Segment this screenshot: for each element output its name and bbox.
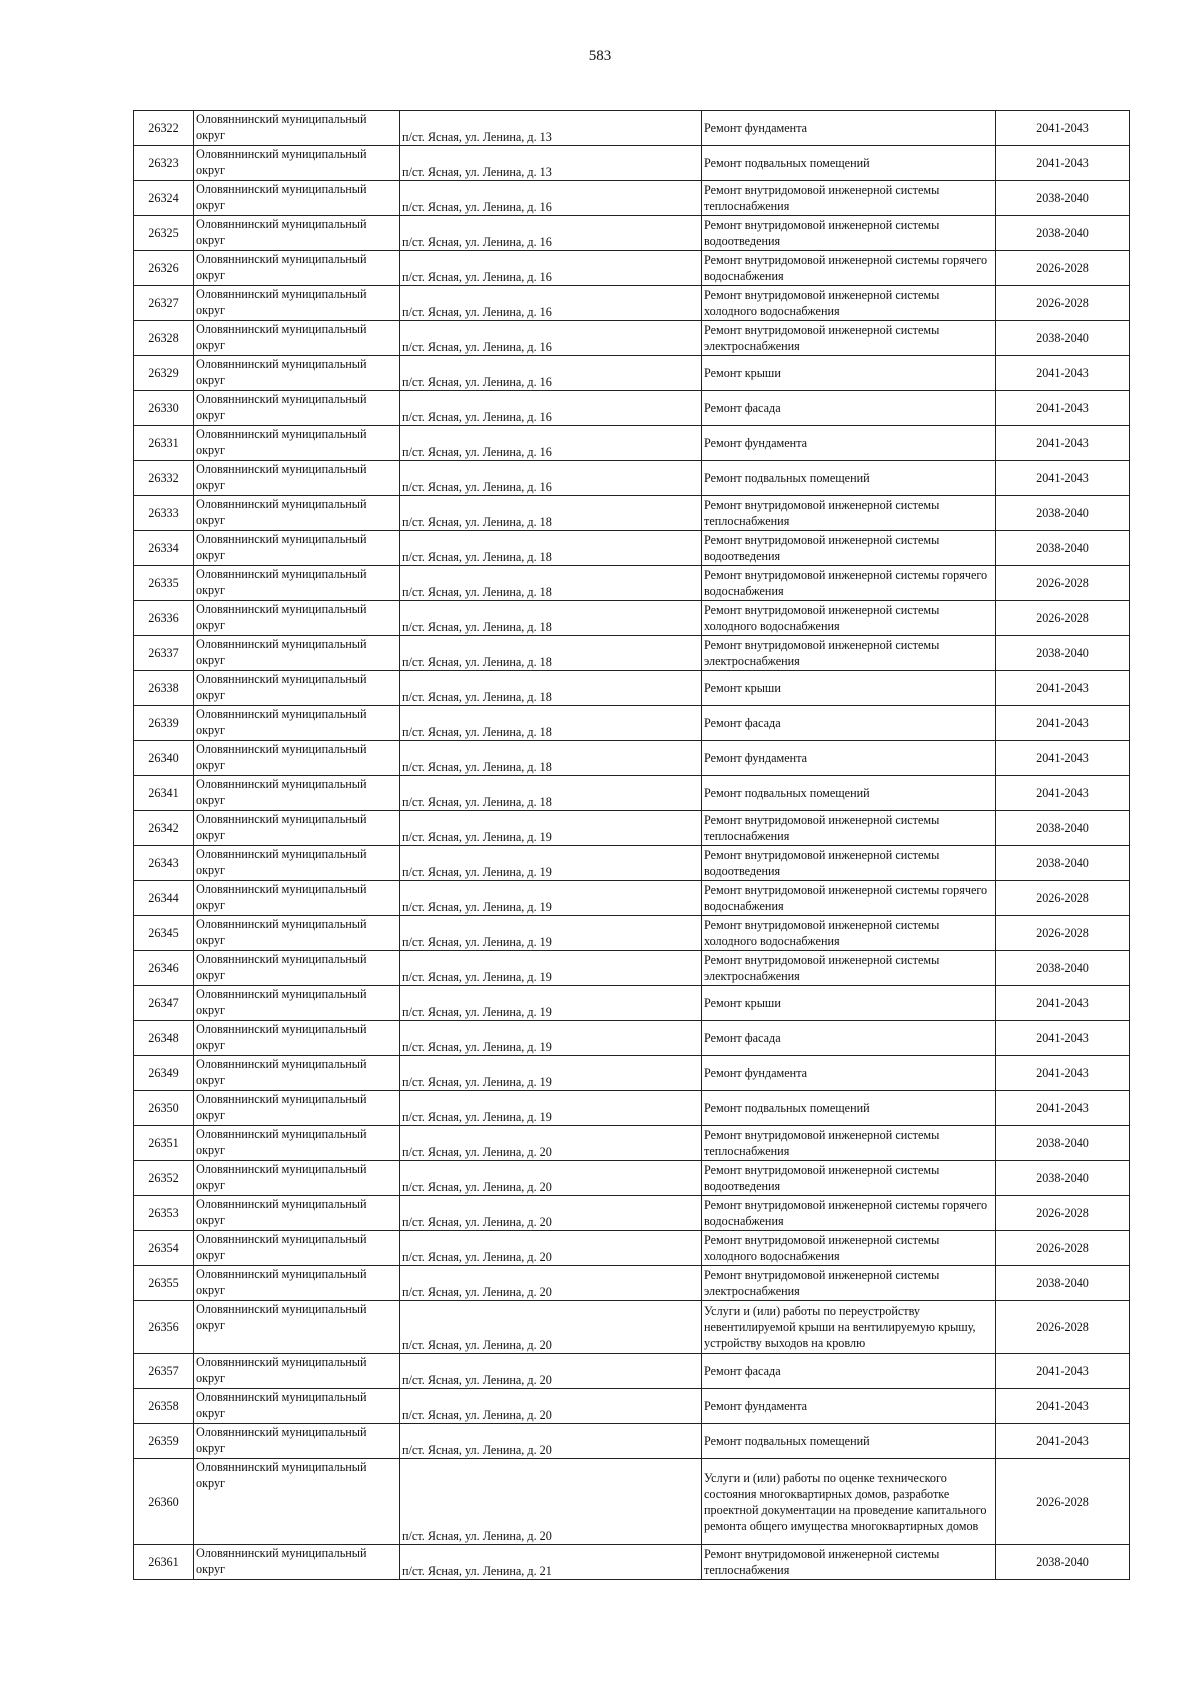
period-cell: 2038-2040 — [996, 1126, 1130, 1161]
row-number: 26332 — [134, 461, 194, 496]
address-cell: п/ст. Ясная, ул. Ленина, д. 19 — [400, 881, 702, 916]
table-row — [134, 671, 1130, 706]
municipality-cell: Оловяннинский муниципальный округ — [194, 426, 400, 461]
municipality-cell: Оловяннинский муниципальный округ — [194, 1126, 400, 1161]
work-type-cell: Ремонт фундамента — [702, 741, 996, 776]
address-cell: п/ст. Ясная, ул. Ленина, д. 19 — [400, 811, 702, 846]
row-number: 26357 — [134, 1354, 194, 1389]
address-cell: п/ст. Ясная, ул. Ленина, д. 20 — [400, 1161, 702, 1196]
work-type-cell: Ремонт подвальных помещений — [702, 146, 996, 181]
table-row — [134, 216, 1130, 251]
municipality-cell: Оловяннинский муниципальный округ — [194, 1231, 400, 1266]
address-cell: п/ст. Ясная, ул. Ленина, д. 16 — [400, 461, 702, 496]
row-number: 26325 — [134, 216, 194, 251]
table-row — [134, 1196, 1130, 1231]
work-type-cell: Ремонт внутридомовой инженерной системы теплоснабжения — [702, 181, 996, 216]
table-row — [134, 146, 1130, 181]
address-cell: п/ст. Ясная, ул. Ленина, д. 16 — [400, 426, 702, 461]
period-cell: 2026-2028 — [996, 1459, 1130, 1545]
municipality-cell: Оловяннинский муниципальный округ — [194, 251, 400, 286]
address-cell: п/ст. Ясная, ул. Ленина, д. 18 — [400, 636, 702, 671]
municipality-cell: Оловяннинский муниципальный округ — [194, 1354, 400, 1389]
work-type-cell: Ремонт внутридомовой инженерной системы водоотведения — [702, 216, 996, 251]
row-number: 26335 — [134, 566, 194, 601]
row-number: 26344 — [134, 881, 194, 916]
municipality-cell: Оловяннинский муниципальный округ — [194, 1424, 400, 1459]
table-row — [134, 1459, 1130, 1545]
period-cell: 2041-2043 — [996, 426, 1130, 461]
row-number: 26324 — [134, 181, 194, 216]
period-cell: 2041-2043 — [996, 1389, 1130, 1424]
table-row — [134, 1231, 1130, 1266]
work-type-cell: Ремонт крыши — [702, 986, 996, 1021]
table-row — [134, 636, 1130, 671]
municipality-cell: Оловяннинский муниципальный округ — [194, 1389, 400, 1424]
period-cell: 2041-2043 — [996, 461, 1130, 496]
work-type-cell: Ремонт внутридомовой инженерной системы теплоснабжения — [702, 811, 996, 846]
work-type-cell: Ремонт внутридомовой инженерной системы водоотведения — [702, 846, 996, 881]
period-cell: 2026-2028 — [996, 916, 1130, 951]
table-row — [134, 1301, 1130, 1354]
municipality-cell: Оловяннинский муниципальный округ — [194, 1196, 400, 1231]
row-number: 26350 — [134, 1091, 194, 1126]
work-type-cell: Ремонт подвальных помещений — [702, 1091, 996, 1126]
work-type-cell: Ремонт внутридомовой инженерной системы холодного водоснабжения — [702, 601, 996, 636]
period-cell: 2041-2043 — [996, 671, 1130, 706]
address-cell: п/ст. Ясная, ул. Ленина, д. 20 — [400, 1459, 702, 1545]
work-type-cell: Услуги и (или) работы по оценке технического состояния многоквартирных домов, разработке проектной документации на проведение капитального ремонта общего имущества многоквартирных домов — [702, 1459, 996, 1545]
address-cell: п/ст. Ясная, ул. Ленина, д. 18 — [400, 741, 702, 776]
municipality-cell: Оловяннинский муниципальный округ — [194, 1459, 400, 1545]
period-cell: 2026-2028 — [996, 1231, 1130, 1266]
address-cell: п/ст. Ясная, ул. Ленина, д. 20 — [400, 1196, 702, 1231]
table-row — [134, 531, 1130, 566]
address-cell: п/ст. Ясная, ул. Ленина, д. 13 — [400, 146, 702, 181]
address-cell: п/ст. Ясная, ул. Ленина, д. 18 — [400, 531, 702, 566]
municipality-cell: Оловяннинский муниципальный округ — [194, 1021, 400, 1056]
table-row — [134, 1161, 1130, 1196]
address-cell: п/ст. Ясная, ул. Ленина, д. 13 — [400, 111, 702, 146]
period-cell: 2041-2043 — [996, 356, 1130, 391]
table-row — [134, 1389, 1130, 1424]
work-type-cell: Ремонт подвальных помещений — [702, 461, 996, 496]
address-cell: п/ст. Ясная, ул. Ленина, д. 18 — [400, 566, 702, 601]
address-cell: п/ст. Ясная, ул. Ленина, д. 20 — [400, 1126, 702, 1161]
table-row — [134, 1424, 1130, 1459]
address-cell: п/ст. Ясная, ул. Ленина, д. 16 — [400, 391, 702, 426]
table-body — [134, 111, 1130, 1580]
period-cell: 2038-2040 — [996, 636, 1130, 671]
row-number: 26327 — [134, 286, 194, 321]
work-type-cell: Ремонт внутридомовой инженерной системы горячего водоснабжения — [702, 1196, 996, 1231]
work-type-cell: Ремонт фундамента — [702, 426, 996, 461]
work-type-cell: Ремонт крыши — [702, 356, 996, 391]
address-cell: п/ст. Ясная, ул. Ленина, д. 19 — [400, 1056, 702, 1091]
table-row — [134, 356, 1130, 391]
address-cell: п/ст. Ясная, ул. Ленина, д. 16 — [400, 251, 702, 286]
table-row — [134, 916, 1130, 951]
work-type-cell: Ремонт внутридомовой инженерной системы электроснабжения — [702, 636, 996, 671]
table-row — [134, 461, 1130, 496]
table-row — [134, 741, 1130, 776]
period-cell: 2041-2043 — [996, 391, 1130, 426]
table-row — [134, 706, 1130, 741]
work-type-cell: Услуги и (или) работы по переустройству невентилируемой крыши на вентилируемую крышу, устройству выходов на кровлю — [702, 1301, 996, 1354]
period-cell: 2038-2040 — [996, 846, 1130, 881]
address-cell: п/ст. Ясная, ул. Ленина, д. 21 — [400, 1545, 702, 1580]
work-type-cell: Ремонт фундамента — [702, 111, 996, 146]
work-type-cell: Ремонт фасада — [702, 706, 996, 741]
address-cell: п/ст. Ясная, ул. Ленина, д. 16 — [400, 216, 702, 251]
municipality-cell: Оловяннинский муниципальный округ — [194, 741, 400, 776]
period-cell: 2038-2040 — [996, 181, 1130, 216]
period-cell: 2041-2043 — [996, 1354, 1130, 1389]
row-number: 26355 — [134, 1266, 194, 1301]
period-cell: 2041-2043 — [996, 741, 1130, 776]
municipality-cell: Оловяннинский муниципальный округ — [194, 706, 400, 741]
table-row — [134, 251, 1130, 286]
table-row — [134, 811, 1130, 846]
work-type-cell: Ремонт внутридомовой инженерной системы водоотведения — [702, 1161, 996, 1196]
work-type-cell: Ремонт внутридомовой инженерной системы горячего водоснабжения — [702, 881, 996, 916]
row-number: 26347 — [134, 986, 194, 1021]
row-number: 26354 — [134, 1231, 194, 1266]
row-number: 26336 — [134, 601, 194, 636]
table-row — [134, 181, 1130, 216]
municipality-cell: Оловяннинский муниципальный округ — [194, 111, 400, 146]
row-number: 26328 — [134, 321, 194, 356]
row-number: 26345 — [134, 916, 194, 951]
table-row — [134, 776, 1130, 811]
row-number: 26326 — [134, 251, 194, 286]
period-cell: 2026-2028 — [996, 1196, 1130, 1231]
work-type-cell: Ремонт внутридомовой инженерной системы водоотведения — [702, 531, 996, 566]
row-number: 26360 — [134, 1459, 194, 1545]
row-number: 26359 — [134, 1424, 194, 1459]
address-cell: п/ст. Ясная, ул. Ленина, д. 20 — [400, 1424, 702, 1459]
municipality-cell: Оловяннинский муниципальный округ — [194, 601, 400, 636]
address-cell: п/ст. Ясная, ул. Ленина, д. 19 — [400, 1091, 702, 1126]
address-cell: п/ст. Ясная, ул. Ленина, д. 16 — [400, 181, 702, 216]
table-row — [134, 496, 1130, 531]
table-row — [134, 1126, 1130, 1161]
municipality-cell: Оловяннинский муниципальный округ — [194, 776, 400, 811]
period-cell: 2038-2040 — [996, 496, 1130, 531]
row-number: 26353 — [134, 1196, 194, 1231]
table-row — [134, 1091, 1130, 1126]
period-cell: 2041-2043 — [996, 986, 1130, 1021]
work-type-cell: Ремонт внутридомовой инженерной системы горячего водоснабжения — [702, 566, 996, 601]
table-row — [134, 601, 1130, 636]
municipality-cell: Оловяннинский муниципальный округ — [194, 391, 400, 426]
municipality-cell: Оловяннинский муниципальный округ — [194, 146, 400, 181]
municipality-cell: Оловяннинский муниципальный округ — [194, 916, 400, 951]
work-type-cell: Ремонт внутридомовой инженерной системы электроснабжения — [702, 321, 996, 356]
work-type-cell: Ремонт фасада — [702, 1021, 996, 1056]
period-cell: 2041-2043 — [996, 111, 1130, 146]
address-cell: п/ст. Ясная, ул. Ленина, д. 16 — [400, 286, 702, 321]
row-number: 26352 — [134, 1161, 194, 1196]
table-row — [134, 566, 1130, 601]
period-cell: 2038-2040 — [996, 951, 1130, 986]
period-cell: 2041-2043 — [996, 1021, 1130, 1056]
table-row — [134, 426, 1130, 461]
table-row — [134, 1021, 1130, 1056]
municipality-cell: Оловяннинский муниципальный округ — [194, 1091, 400, 1126]
address-cell: п/ст. Ясная, ул. Ленина, д. 18 — [400, 496, 702, 531]
period-cell: 2026-2028 — [996, 286, 1130, 321]
municipality-cell: Оловяннинский муниципальный округ — [194, 1161, 400, 1196]
row-number: 26346 — [134, 951, 194, 986]
row-number: 26340 — [134, 741, 194, 776]
address-cell: п/ст. Ясная, ул. Ленина, д. 19 — [400, 986, 702, 1021]
row-number: 26330 — [134, 391, 194, 426]
period-cell: 2038-2040 — [996, 1266, 1130, 1301]
address-cell: п/ст. Ясная, ул. Ленина, д. 20 — [400, 1266, 702, 1301]
municipality-cell: Оловяннинский муниципальный округ — [194, 986, 400, 1021]
row-number: 26333 — [134, 496, 194, 531]
row-number: 26329 — [134, 356, 194, 391]
row-number: 26338 — [134, 671, 194, 706]
row-number: 26337 — [134, 636, 194, 671]
table-row — [134, 1266, 1130, 1301]
period-cell: 2038-2040 — [996, 531, 1130, 566]
table-row — [134, 846, 1130, 881]
row-number: 26361 — [134, 1545, 194, 1580]
municipality-cell: Оловяннинский муниципальный округ — [194, 566, 400, 601]
work-type-cell: Ремонт внутридомовой инженерной системы горячего водоснабжения — [702, 251, 996, 286]
row-number: 26331 — [134, 426, 194, 461]
work-type-cell: Ремонт подвальных помещений — [702, 776, 996, 811]
address-cell: п/ст. Ясная, ул. Ленина, д. 20 — [400, 1301, 702, 1354]
table-row — [134, 986, 1130, 1021]
address-cell: п/ст. Ясная, ул. Ленина, д. 20 — [400, 1231, 702, 1266]
row-number: 26323 — [134, 146, 194, 181]
municipality-cell: Оловяннинский муниципальный округ — [194, 1056, 400, 1091]
row-number: 26322 — [134, 111, 194, 146]
period-cell: 2041-2043 — [996, 706, 1130, 741]
period-cell: 2026-2028 — [996, 601, 1130, 636]
municipality-cell: Оловяннинский муниципальный округ — [194, 846, 400, 881]
address-cell: п/ст. Ясная, ул. Ленина, д. 16 — [400, 356, 702, 391]
period-cell: 2041-2043 — [996, 1091, 1130, 1126]
municipality-cell: Оловяннинский муниципальный округ — [194, 216, 400, 251]
row-number: 26342 — [134, 811, 194, 846]
work-type-cell: Ремонт внутридомовой инженерной системы теплоснабжения — [702, 496, 996, 531]
work-type-cell: Ремонт фасада — [702, 1354, 996, 1389]
municipality-cell: Оловяннинский муниципальный округ — [194, 286, 400, 321]
row-number: 26351 — [134, 1126, 194, 1161]
municipality-cell: Оловяннинский муниципальный округ — [194, 636, 400, 671]
capital-repair-table — [133, 110, 1130, 1580]
table-row — [134, 111, 1130, 146]
address-cell: п/ст. Ясная, ул. Ленина, д. 19 — [400, 846, 702, 881]
municipality-cell: Оловяннинский муниципальный округ — [194, 881, 400, 916]
table-row — [134, 1056, 1130, 1091]
address-cell: п/ст. Ясная, ул. Ленина, д. 18 — [400, 776, 702, 811]
municipality-cell: Оловяннинский муниципальный округ — [194, 671, 400, 706]
row-number: 26349 — [134, 1056, 194, 1091]
row-number: 26339 — [134, 706, 194, 741]
address-cell: п/ст. Ясная, ул. Ленина, д. 16 — [400, 321, 702, 356]
address-cell: п/ст. Ясная, ул. Ленина, д. 20 — [400, 1389, 702, 1424]
table-row — [134, 951, 1130, 986]
period-cell: 2038-2040 — [996, 1161, 1130, 1196]
work-type-cell: Ремонт внутридомовой инженерной системы холодного водоснабжения — [702, 1231, 996, 1266]
period-cell: 2041-2043 — [996, 776, 1130, 811]
work-type-cell: Ремонт внутридомовой инженерной системы теплоснабжения — [702, 1545, 996, 1580]
address-cell: п/ст. Ясная, ул. Ленина, д. 19 — [400, 1021, 702, 1056]
work-type-cell: Ремонт внутридомовой инженерной системы электроснабжения — [702, 951, 996, 986]
row-number: 26334 — [134, 531, 194, 566]
work-type-cell: Ремонт внутридомовой инженерной системы холодного водоснабжения — [702, 286, 996, 321]
municipality-cell: Оловяннинский муниципальный округ — [194, 1301, 400, 1354]
table-row — [134, 881, 1130, 916]
page-number: 583 — [588, 48, 612, 64]
municipality-cell: Оловяннинский муниципальный округ — [194, 356, 400, 391]
address-cell: п/ст. Ясная, ул. Ленина, д. 18 — [400, 706, 702, 741]
period-cell: 2026-2028 — [996, 1301, 1130, 1354]
row-number: 26356 — [134, 1301, 194, 1354]
work-type-cell: Ремонт фундамента — [702, 1056, 996, 1091]
work-type-cell: Ремонт внутридомовой инженерной системы электроснабжения — [702, 1266, 996, 1301]
municipality-cell: Оловяннинский муниципальный округ — [194, 951, 400, 986]
table-row — [134, 1354, 1130, 1389]
address-cell: п/ст. Ясная, ул. Ленина, д. 18 — [400, 671, 702, 706]
municipality-cell: Оловяннинский муниципальный округ — [194, 461, 400, 496]
period-cell: 2038-2040 — [996, 811, 1130, 846]
municipality-cell: Оловяннинский муниципальный округ — [194, 531, 400, 566]
period-cell: 2038-2040 — [996, 1545, 1130, 1580]
address-cell: п/ст. Ясная, ул. Ленина, д. 19 — [400, 916, 702, 951]
municipality-cell: Оловяннинский муниципальный округ — [194, 1545, 400, 1580]
table-row — [134, 1545, 1130, 1580]
municipality-cell: Оловяннинский муниципальный округ — [194, 1266, 400, 1301]
row-number: 26348 — [134, 1021, 194, 1056]
period-cell: 2041-2043 — [996, 1056, 1130, 1091]
table-row — [134, 321, 1130, 356]
period-cell: 2041-2043 — [996, 146, 1130, 181]
row-number: 26343 — [134, 846, 194, 881]
address-cell: п/ст. Ясная, ул. Ленина, д. 20 — [400, 1354, 702, 1389]
work-type-cell: Ремонт фасада — [702, 391, 996, 426]
period-cell: 2026-2028 — [996, 566, 1130, 601]
municipality-cell: Оловяннинский муниципальный округ — [194, 321, 400, 356]
period-cell: 2026-2028 — [996, 251, 1130, 286]
work-type-cell: Ремонт фундамента — [702, 1389, 996, 1424]
table-row — [134, 286, 1130, 321]
work-type-cell: Ремонт внутридомовой инженерной системы холодного водоснабжения — [702, 916, 996, 951]
work-type-cell: Ремонт внутридомовой инженерной системы теплоснабжения — [702, 1126, 996, 1161]
address-cell: п/ст. Ясная, ул. Ленина, д. 19 — [400, 951, 702, 986]
municipality-cell: Оловяннинский муниципальный округ — [194, 811, 400, 846]
period-cell: 2038-2040 — [996, 216, 1130, 251]
period-cell: 2041-2043 — [996, 1424, 1130, 1459]
work-type-cell: Ремонт крыши — [702, 671, 996, 706]
row-number: 26358 — [134, 1389, 194, 1424]
table-row — [134, 391, 1130, 426]
work-type-cell: Ремонт подвальных помещений — [702, 1424, 996, 1459]
row-number: 26341 — [134, 776, 194, 811]
address-cell: п/ст. Ясная, ул. Ленина, д. 18 — [400, 601, 702, 636]
period-cell: 2026-2028 — [996, 881, 1130, 916]
municipality-cell: Оловяннинский муниципальный округ — [194, 181, 400, 216]
municipality-cell: Оловяннинский муниципальный округ — [194, 496, 400, 531]
period-cell: 2038-2040 — [996, 321, 1130, 356]
